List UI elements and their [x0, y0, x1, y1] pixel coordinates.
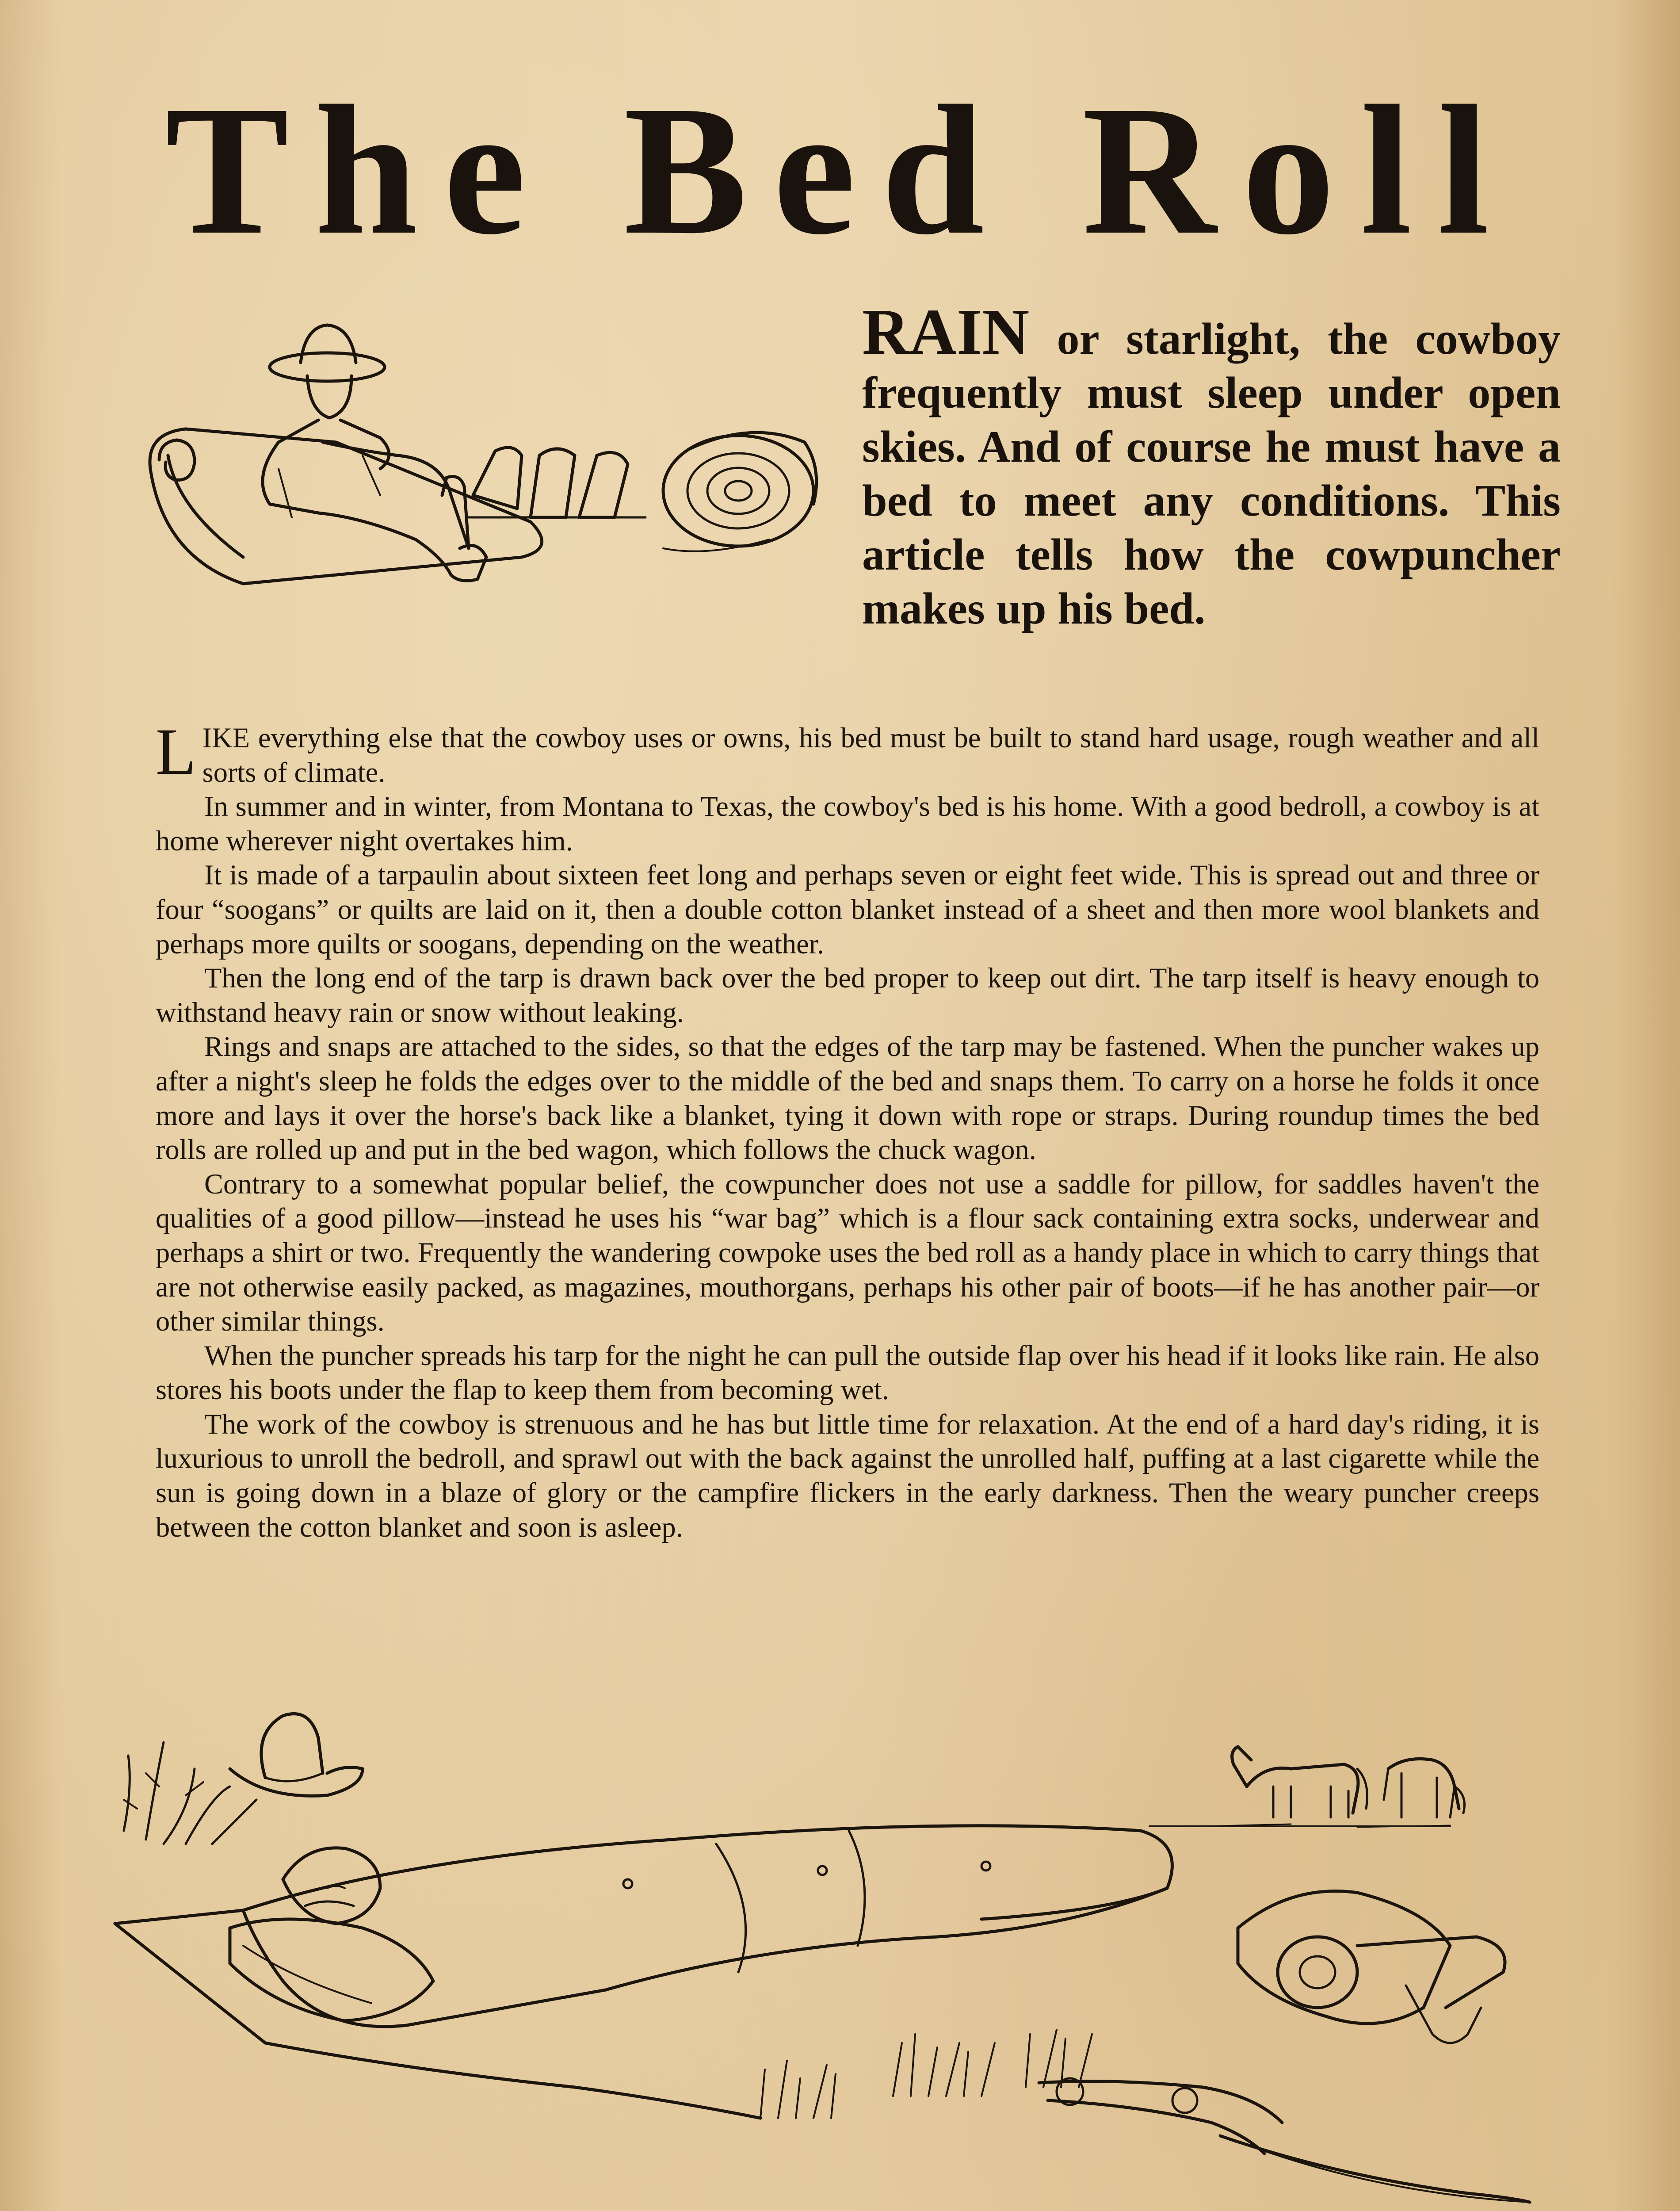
body-paragraph: The work of the cowboy is strenuous and he has but little time for relaxation. At the end of a hard day's riding, it is luxurious to unroll the bedroll, and sprawl out with the back against the unrolled half, puffing at a last cigarette while the sun is going down in a blaze of glory or the campfire flickers in the early darkness. Then the weary puncher creeps between the cotton blanket and soon is asleep.: [156, 1408, 1539, 1543]
body-paragraph: [156, 715, 1539, 789]
intro-lead: RAIN: [862, 296, 1030, 368]
body-paragraph: Rings and snaps are attached to the sides, so that the edges of the tarp may be fastened. When the puncher wakes up after a night's sleep he folds the edges over to the middle of the bed and snaps them. To carry on a horse he folds it once more and lays it over the horse's back like a blanket, tying it down with rope or straps. During roundup times the bed rolls are rolled up and put in the bed wagon, which follows the chuck wagon.: [156, 1031, 1539, 1166]
intro-text: [862, 296, 1561, 636]
intro-rest: or starlight, the cowboy frequently must sleep under open skies. And of course he must have a bed to meet any conditions. This article tells how the cowpuncher makes up his bed.: [862, 314, 1561, 634]
body-paragraph: Contrary to a somewhat popular belief, the cowpuncher does not use a saddle for pillow, for saddles haven't the qualities of a good pillow—instead he uses his “war bag” which is a flour sack containing extra socks, underwear and perhaps a shirt or two. Frequently the wandering cowpoke uses the bed roll as a handy place in which to carry things that are not otherwise easily packed, as magazines, mouthorgans, perhaps his other pair of boots—if he has another pair—or other similar things.: [156, 1168, 1539, 1337]
body-paragraph: When the puncher spreads his tarp for the night he can pull the outside flap over his head if it looks like rain. He also stores his boots under the flap to keep them from becoming wet.: [156, 1339, 1539, 1406]
body-paragraph: It is made of a tarpaulin about sixteen feet long and perhaps seven or eight feet wide. This is spread out and three or four “soogans” or quilts are laid on it, then a double cotton blanket instead of a sheet and then more wool blankets and perhaps more quilts or soogans, depending on the weather.: [156, 859, 1539, 960]
cowboy-sleeping-illustration: [97, 1698, 1583, 2211]
body-paragraph: Then the long end of the tarp is drawn back over the bed proper to keep out dirt. The tarp itself is heavy enough to withstand heavy rain or snow without leaking.: [156, 962, 1539, 1028]
article-title: The Bed Roll: [165, 67, 1515, 273]
body-paragraph-text: IKE everything else that the cowboy uses or owns, his bed must be built to stand hard usage, rough weather and all sorts of climate.: [202, 722, 1539, 788]
body-paragraph: In summer and in winter, from Montana to Texas, the cowboy's bed is his home. With a good bedroll, a cowboy is at home wherever night overtakes him.: [156, 791, 1539, 857]
drop-cap: L: [156, 715, 196, 788]
cowboy-resting-illustration: [133, 310, 849, 628]
article-body: [156, 715, 1539, 1544]
